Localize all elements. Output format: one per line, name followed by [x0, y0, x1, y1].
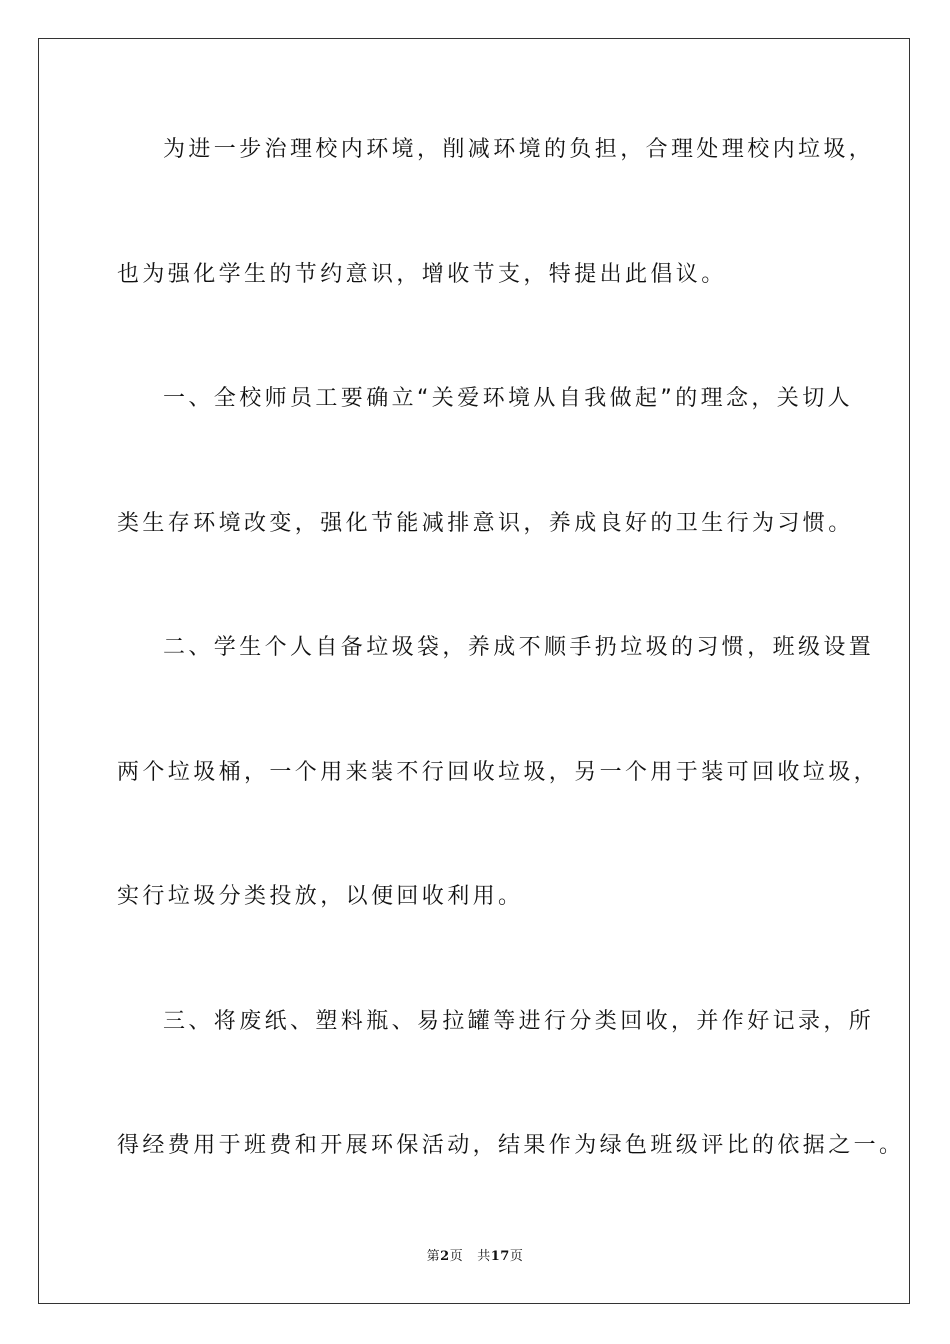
paragraph-4-line-2: 得经费用于班费和开展环保活动，结果作为绿色班级评比的依据之一。	[117, 1133, 905, 1158]
paragraph-3-line-2: 两个垃圾桶，一个用来装不行回收垃圾，另一个用于装可回收垃圾，	[117, 760, 880, 785]
page-footer	[0, 1248, 950, 1266]
total-suffix: 页	[509, 1249, 524, 1264]
total-pages: 17	[490, 1249, 510, 1264]
paragraph-4-line-1: 三、将废纸、塑料瓶、易拉罐等进行分类回收，并作好记录，所	[163, 1009, 875, 1034]
paragraph-1-line-2: 也为强化学生的节约意识，增收节支，特提出此倡议。	[117, 262, 727, 287]
paragraph-3-line-3: 实行垃圾分类投放，以便回收利用。	[117, 884, 524, 909]
paragraph-3-line-1: 二、学生个人自备垃圾袋，养成不顺手扔垃圾的习惯，班级设置	[163, 635, 875, 660]
paragraph-2-line-1: 一、全校师员工要确立“关爱环境从自我做起”的理念，关切人	[163, 386, 853, 411]
paragraph-2-line-2: 类生存环境改变，强化节能减排意识，养成良好的卫生行为习惯。	[117, 511, 854, 536]
page-number: 2	[440, 1249, 450, 1264]
page-prefix: 第	[426, 1249, 441, 1264]
total-prefix: 共	[477, 1249, 491, 1264]
paragraph-1-line-1: 为进一步治理校内环境，削减环境的负担，合理处理校内垃圾，	[163, 137, 875, 162]
page-border	[38, 38, 910, 1304]
page-suffix: 页	[449, 1249, 464, 1264]
